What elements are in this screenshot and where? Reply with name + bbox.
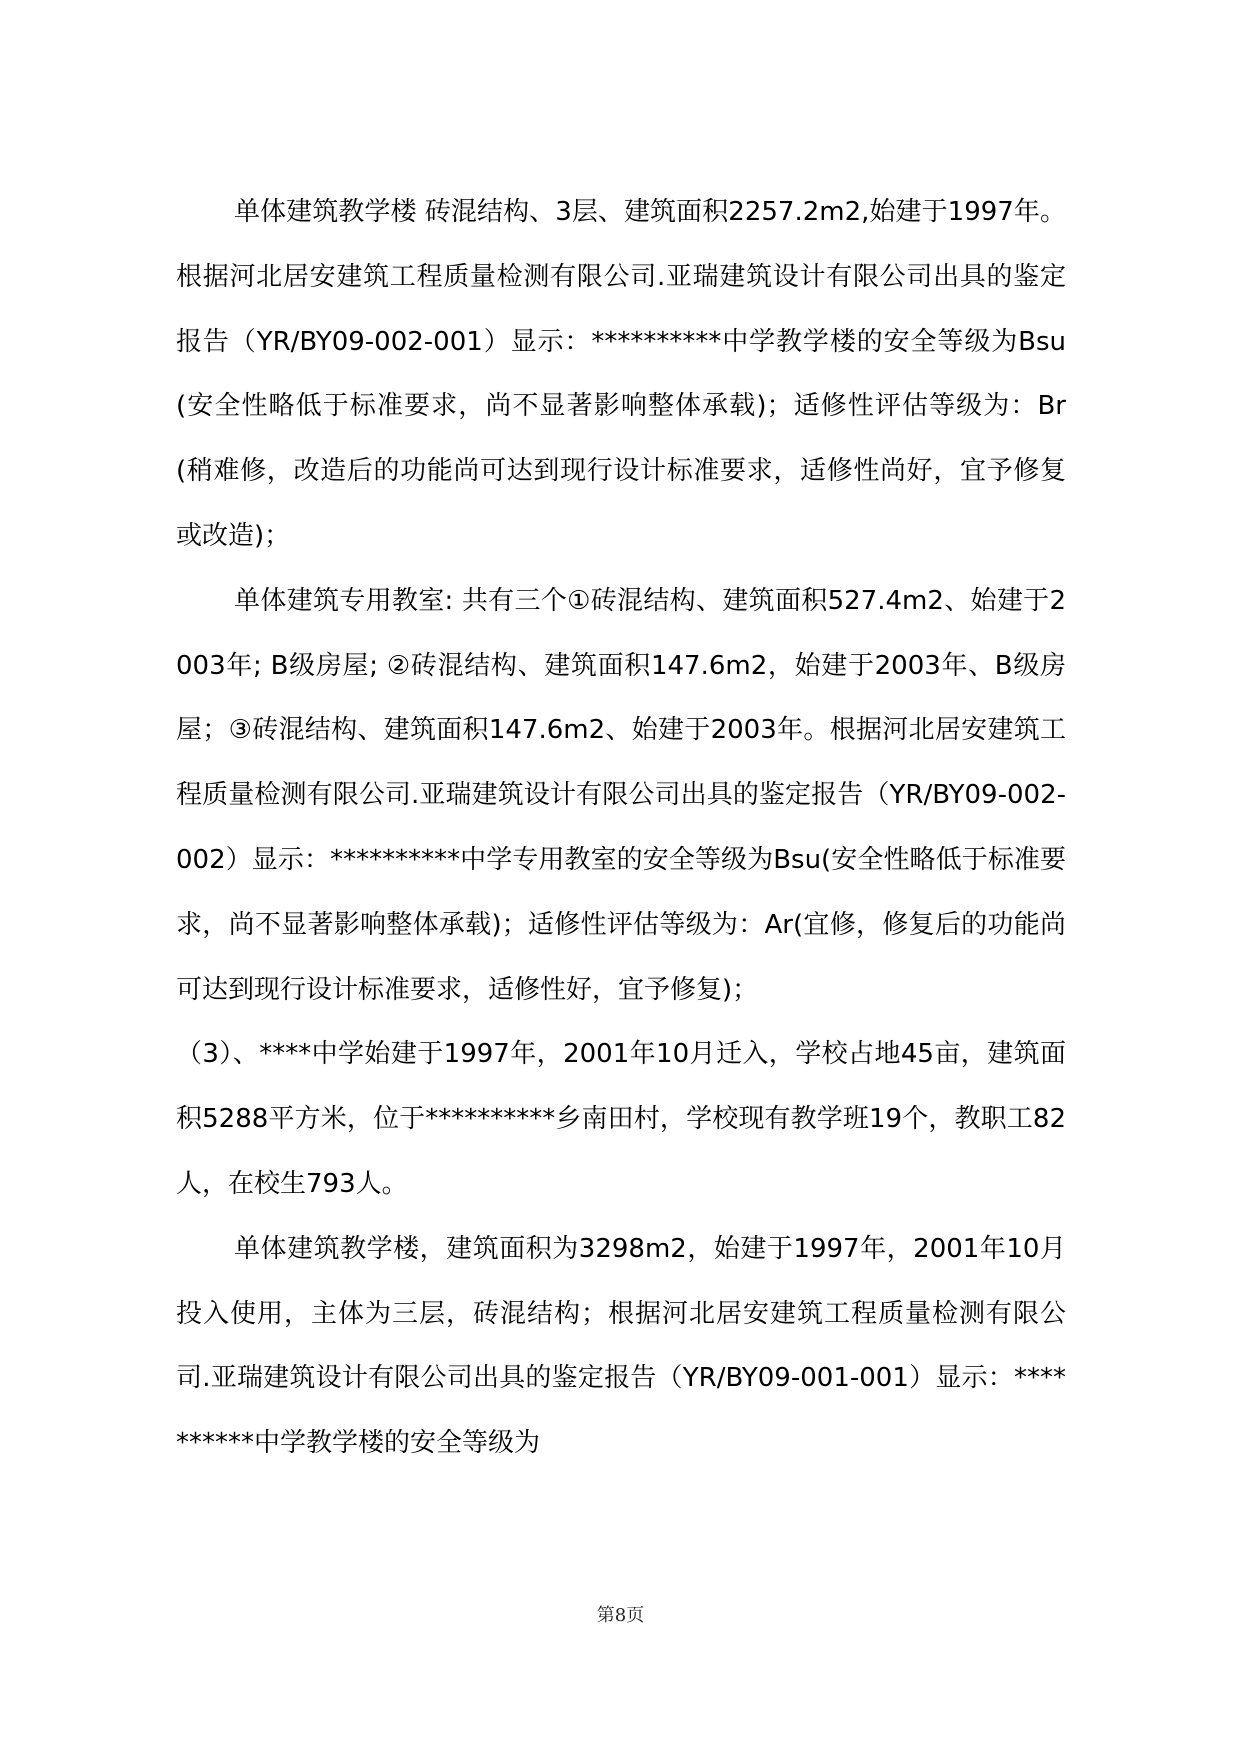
- paragraph-school-overview: （3）、****中学始建于1997年，2001年10月迁入，学校占地45亩，建筑面积5288平方米，位于**********乡南田村，学校现有教学班19个，教职工82人，在校生793人。: [176, 1039, 1066, 1199]
- paragraph-teaching-building-1997: 单体建筑教学楼 砖混结构、3层、建筑面积2257.2m2,始建于1997年。根据河北居安建筑工程质量检测有限公司.亚瑞建筑设计有限公司出具的鉴定报告（YR/BY09-002-001）显示：**********中学教学楼的安全等级为Bsu(安全性略低于标准要求，尚不显著影响整体承载)；适修性评估等级为：Br(稍难修，改造后的功能尚可达到现行设计标准要求，适修性尚好，宜予修复或改造)；: [176, 197, 1066, 551]
- document-body: [176, 180, 1066, 1476]
- paragraph-special-classrooms: 单体建筑专用教室: 共有三个①砖混结构、建筑面积527.4m2、始建于2003年; B级房屋; ②砖混结构、建筑面积147.6m2，始建于2003年、B级房屋；③砖混结构、建筑面积147.6m2、始建于2003年。根据河北居安建筑工程质量检测有限公司.亚瑞建筑设计有限公司出具的鉴定报告（YR/BY09-002-002）显示：**********中学专用教室的安全等级为Bsu(安全性略低于标准要求，尚不显著影响整体承载)；适修性评估等级为：Ar(宜修，修复后的功能尚可达到现行设计标准要求，适修性好，宜予修复)；: [176, 585, 1066, 1005]
- paragraph-teaching-building-3298: 单体建筑教学楼，建筑面积为3298m2，始建于1997年，2001年10月投入使用，主体为三层，砖混结构；根据河北居安建筑工程质量检测有限公司.亚瑞建筑设计有限公司出具的鉴定报告（YR/BY09-001-001）显示：**********中学教学楼的安全等级为: [176, 1233, 1066, 1459]
- page-number: 第8页: [596, 1605, 645, 1626]
